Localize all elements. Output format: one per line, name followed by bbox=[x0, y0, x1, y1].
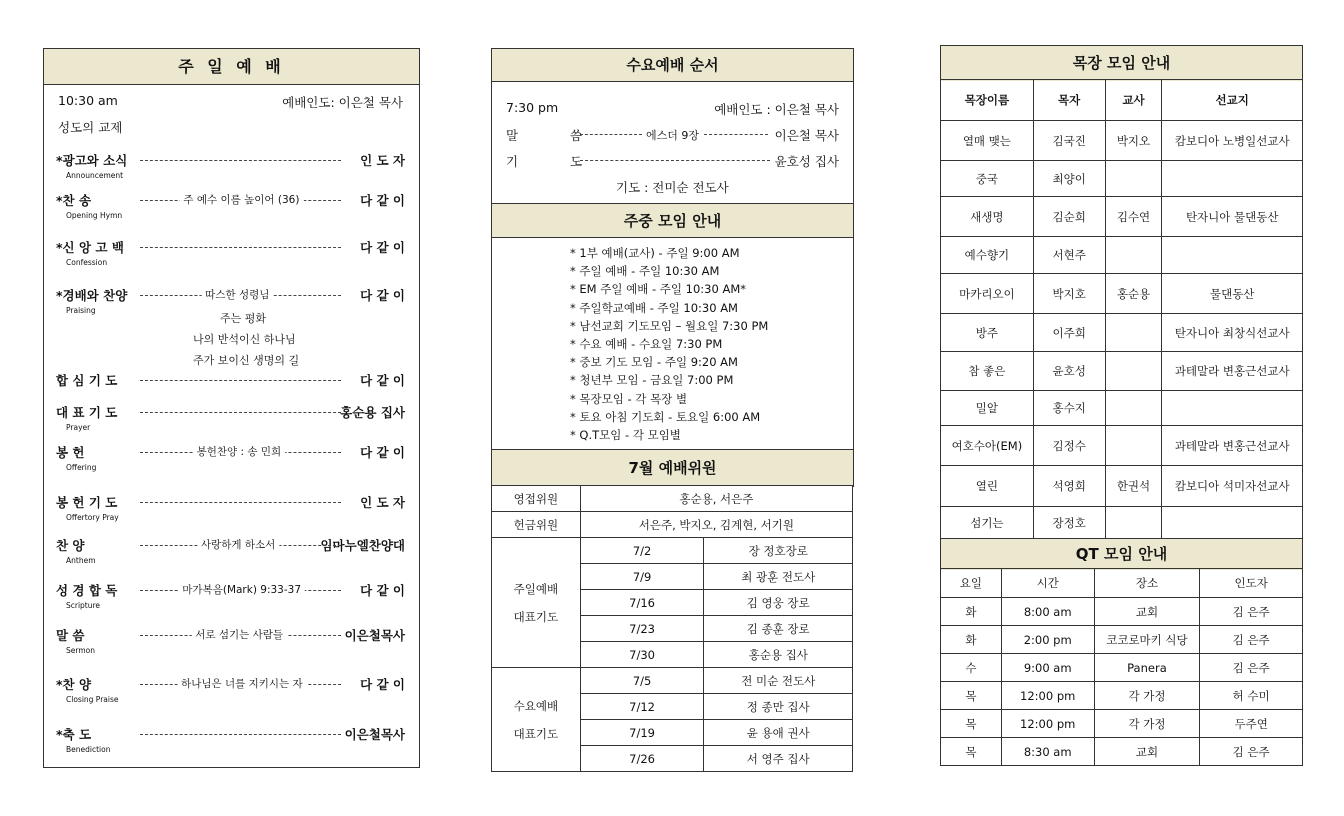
order-item-detail: 마가복음(Mark) 9:33-37 bbox=[178, 582, 305, 597]
bullet-icon: * bbox=[570, 336, 580, 351]
table-row bbox=[492, 538, 853, 564]
table-row bbox=[941, 426, 1303, 466]
table-cell bbox=[1105, 314, 1162, 352]
dotted-leader bbox=[140, 380, 341, 381]
mokjang-header bbox=[940, 45, 1303, 81]
order-item-leader: 다 같 이 bbox=[360, 288, 405, 303]
order-item-subtitle: Confession bbox=[66, 258, 108, 267]
order-item-detail: 사랑하게 하소서 bbox=[197, 537, 279, 552]
table-cell bbox=[1162, 391, 1303, 426]
dotted-leader bbox=[580, 134, 642, 135]
wednesday-time: 7:30 pm bbox=[506, 100, 559, 115]
table-row bbox=[941, 274, 1303, 314]
weekly-meeting-item bbox=[570, 280, 768, 298]
group-label bbox=[492, 668, 581, 772]
weekly-meeting-item bbox=[570, 408, 768, 426]
table-cell bbox=[1105, 237, 1162, 274]
table-cell bbox=[1105, 352, 1162, 391]
schedule-person: 정 종만 집사 bbox=[704, 694, 853, 720]
group-label-line: 주일예배 bbox=[513, 581, 559, 596]
table-cell: 여호수아(EM) bbox=[941, 426, 1034, 466]
table-cell: 김 은주 bbox=[1200, 598, 1303, 626]
weekly-meeting-item bbox=[570, 317, 768, 335]
order-item-detail: 하나님은 너를 지키시는 자 bbox=[177, 676, 307, 691]
table-cell bbox=[1105, 507, 1162, 539]
table-cell: 한권석 bbox=[1105, 466, 1162, 507]
column-header: 시간 bbox=[1001, 569, 1094, 598]
order-item-subtitle: Praising bbox=[66, 306, 96, 315]
column-header: 목자 bbox=[1033, 80, 1105, 121]
column-header: 교사 bbox=[1105, 80, 1162, 121]
table-row bbox=[941, 161, 1303, 197]
schedule-date: 7/16 bbox=[580, 590, 704, 616]
table-cell: 밀알 bbox=[941, 391, 1034, 426]
table-cell: 8:30 am bbox=[1001, 738, 1094, 766]
table-cell: 섬기는 bbox=[941, 507, 1034, 539]
table-cell: 8:00 am bbox=[1001, 598, 1094, 626]
weekly-meeting-text: Q.T모임 - 각 모임별 bbox=[579, 427, 681, 442]
wednesday-leader: 예배인도 : 이은철 목사 bbox=[714, 102, 839, 117]
dotted-leader bbox=[140, 412, 341, 413]
weekly-meeting-item bbox=[570, 390, 768, 408]
weekly-title: 주중 모임 안내 bbox=[492, 204, 853, 238]
column-header: 선교지 bbox=[1162, 80, 1303, 121]
schedule-date: 7/12 bbox=[580, 694, 704, 720]
order-item-leader: 인 도 자 bbox=[360, 495, 405, 510]
praise-song-3: 주가 보이신 생명의 길 bbox=[193, 354, 300, 367]
group-label-line: 수요예배 bbox=[513, 698, 559, 713]
group-label-line: 대표기도 bbox=[513, 609, 559, 624]
table-cell: 새생명 bbox=[941, 197, 1034, 237]
table-cell: 화 bbox=[941, 626, 1002, 654]
table-cell: 서현주 bbox=[1033, 237, 1105, 274]
table-cell: 캄보디아 석미자선교사 bbox=[1162, 466, 1303, 507]
order-item-subtitle: Scripture bbox=[66, 601, 101, 610]
weekly-meeting-item bbox=[570, 353, 768, 371]
schedule-date: 7/19 bbox=[580, 720, 704, 746]
sunday-service-panel bbox=[43, 48, 420, 768]
weekly-meeting-text: 목장모임 - 각 목장 별 bbox=[579, 391, 688, 406]
weekly-meeting-text: EM 주일 예배 - 주일 10:30 AM* bbox=[579, 282, 747, 297]
order-item-detail: 주 예수 이름 높이어 (36) bbox=[179, 192, 303, 207]
schedule-person: 윤 용애 권사 bbox=[704, 720, 853, 746]
order-item-name: *경배와 찬양 bbox=[56, 288, 128, 303]
schedule-date: 7/9 bbox=[580, 564, 704, 590]
bullet-icon: * bbox=[570, 318, 580, 333]
wed-sermon-label: 말 씀 bbox=[506, 128, 607, 143]
order-item-subtitle: Offering bbox=[66, 463, 97, 472]
table-row bbox=[941, 466, 1303, 507]
table-row bbox=[941, 626, 1303, 654]
table-cell bbox=[1105, 161, 1162, 197]
table-cell: 각 가정 bbox=[1094, 710, 1200, 738]
table-cell: 목 bbox=[941, 682, 1002, 710]
table-cell: 과테말라 변홍근선교사 bbox=[1162, 352, 1303, 391]
table-cell: 김수연 bbox=[1105, 197, 1162, 237]
order-item-name: 대 표 기 도 bbox=[56, 405, 118, 420]
order-item-detail: 따스한 성령님 bbox=[201, 287, 273, 302]
table-cell: 김 은주 bbox=[1200, 626, 1303, 654]
bullet-icon: * bbox=[570, 355, 580, 370]
praise-song-2: 나의 반석이신 하나님 bbox=[193, 333, 296, 346]
fellowship-label: 성도의 교제 bbox=[58, 120, 123, 135]
table-cell: 허 수미 bbox=[1200, 682, 1303, 710]
bullet-icon: * bbox=[570, 409, 580, 424]
weekly-meeting-text: 남선교회 기도모임 – 월요일 7:30 PM bbox=[579, 318, 769, 333]
order-item-subtitle: Sermon bbox=[66, 646, 95, 655]
table-cell: 최양이 bbox=[1033, 161, 1105, 197]
order-item-name: 성 경 합 독 bbox=[56, 583, 118, 598]
table-cell: 열매 맺는 bbox=[941, 121, 1034, 161]
table-cell bbox=[1105, 426, 1162, 466]
order-item-name: *찬 송 bbox=[56, 193, 92, 208]
order-item-name: *찬 양 bbox=[56, 677, 92, 692]
order-item-name: *신 앙 고 백 bbox=[56, 240, 124, 255]
table-cell: 김정수 bbox=[1033, 426, 1105, 466]
table-cell: 과테말라 변홍근선교사 bbox=[1162, 426, 1303, 466]
table-cell bbox=[1162, 507, 1303, 539]
order-item-leader: 인 도 자 bbox=[360, 153, 405, 168]
schedule-person: 최 광훈 전도사 bbox=[704, 564, 853, 590]
table-cell: 박지오 bbox=[1105, 121, 1162, 161]
weekly-meeting-item bbox=[570, 299, 768, 317]
order-item-leader: 다 같 이 bbox=[360, 677, 405, 692]
order-item-subtitle: Closing Praise bbox=[66, 695, 119, 704]
table-row bbox=[941, 314, 1303, 352]
order-item-subtitle: Prayer bbox=[66, 423, 91, 432]
wednesday-service-panel bbox=[491, 48, 854, 204]
weekly-meetings-panel bbox=[491, 203, 854, 450]
schedule-date: 7/30 bbox=[580, 642, 704, 668]
order-item-name: 합 심 기 도 bbox=[56, 373, 118, 388]
dotted-leader bbox=[580, 160, 770, 161]
table-cell bbox=[1105, 391, 1162, 426]
table-row bbox=[492, 668, 853, 694]
july-committee-table bbox=[491, 485, 853, 772]
order-item-subtitle: Benediction bbox=[66, 745, 111, 754]
table-cell: 12:00 pm bbox=[1001, 682, 1094, 710]
table-header-row bbox=[941, 80, 1303, 121]
table-row bbox=[941, 682, 1303, 710]
table-cell bbox=[1162, 161, 1303, 197]
weekly-meeting-text: 1부 예배(교사) - 주일 9:00 AM bbox=[579, 246, 740, 260]
qt-header bbox=[940, 538, 1303, 570]
table-row bbox=[941, 738, 1303, 766]
weekly-meeting-text: 수요 예배 - 수요일 7:30 PM bbox=[579, 336, 723, 351]
table-row bbox=[941, 507, 1303, 539]
table-cell bbox=[1162, 237, 1303, 274]
wed-sermon-text: 에스더 9장 bbox=[646, 129, 699, 142]
table-row bbox=[941, 598, 1303, 626]
group-label bbox=[492, 538, 581, 668]
table-cell: 박지호 bbox=[1033, 274, 1105, 314]
qt-title: QT 모임 안내 bbox=[941, 539, 1302, 570]
order-item-detail: 서로 섬기는 사람들 bbox=[191, 627, 287, 642]
schedule-person: 서 영주 집사 bbox=[704, 746, 853, 772]
offering-label: 헌금위원 bbox=[492, 512, 581, 538]
order-item-name: 봉 헌 기 도 bbox=[56, 495, 118, 510]
column-header: 인도자 bbox=[1200, 569, 1303, 598]
order-item-leader: 이은철목사 bbox=[344, 727, 405, 742]
july-committee-header bbox=[491, 449, 854, 487]
group-label-line: 대표기도 bbox=[513, 726, 559, 741]
column-header: 목장이름 bbox=[941, 80, 1034, 121]
bullet-icon: * bbox=[570, 246, 580, 260]
column-header: 요일 bbox=[941, 569, 1002, 598]
table-cell: 2:00 pm bbox=[1001, 626, 1094, 654]
praise-song-1: 주는 평화 bbox=[220, 312, 267, 325]
table-cell: 물댄동산 bbox=[1162, 274, 1303, 314]
order-item-leader: 다 같 이 bbox=[360, 240, 405, 255]
weekly-meeting-text: 중보 기도 모임 - 주일 9:20 AM bbox=[579, 355, 738, 370]
order-item-detail: 봉헌찬양 : 송 민희 bbox=[193, 444, 286, 459]
mokjang-table bbox=[940, 79, 1303, 539]
table-cell: 열린 bbox=[941, 466, 1034, 507]
weekly-meeting-text: 토요 아침 기도회 - 토요일 6:00 AM bbox=[579, 409, 761, 424]
sunday-title: 주 일 예 배 bbox=[44, 49, 419, 85]
order-item-leader: 다 같 이 bbox=[360, 373, 405, 388]
table-cell: 화 bbox=[941, 598, 1002, 626]
table-cell: 장정호 bbox=[1033, 507, 1105, 539]
table-cell: 예수향기 bbox=[941, 237, 1034, 274]
order-item-name: *광고와 소식 bbox=[56, 153, 128, 168]
table-cell: 홍순용 bbox=[1105, 274, 1162, 314]
schedule-person: 김 종훈 장로 bbox=[704, 616, 853, 642]
order-item-name: 찬 양 bbox=[56, 538, 85, 553]
schedule-date: 7/5 bbox=[580, 668, 704, 694]
schedule-date: 7/2 bbox=[580, 538, 704, 564]
dotted-leader bbox=[140, 160, 341, 161]
table-cell: 12:00 pm bbox=[1001, 710, 1094, 738]
weekly-meeting-item bbox=[570, 335, 768, 353]
order-item-subtitle: Announcement bbox=[66, 171, 124, 180]
qt-table bbox=[940, 568, 1303, 766]
table-row bbox=[941, 121, 1303, 161]
table-cell: 중국 bbox=[941, 161, 1034, 197]
schedule-date: 7/26 bbox=[580, 746, 704, 772]
weekly-meetings-list bbox=[570, 244, 768, 444]
july-title: 7월 예배위원 bbox=[492, 450, 853, 486]
wed-sermon-by: 이은철 목사 bbox=[774, 128, 839, 143]
dotted-leader bbox=[704, 134, 768, 135]
table-cell: 탄자니아 물댄동산 bbox=[1162, 197, 1303, 237]
greeters-value: 홍순용, 서은주 bbox=[580, 486, 852, 512]
order-item-name: 말 씀 bbox=[56, 628, 85, 643]
table-cell: 수 bbox=[941, 654, 1002, 682]
table-cell: 목 bbox=[941, 710, 1002, 738]
table-row bbox=[941, 391, 1303, 426]
sunday-leader: 예배인도: 이은철 목사 bbox=[282, 95, 403, 110]
order-item-leader: 다 같 이 bbox=[360, 445, 405, 460]
bullet-icon: * bbox=[570, 427, 580, 442]
table-cell: 9:00 am bbox=[1001, 654, 1094, 682]
wednesday-title: 수요예배 순서 bbox=[492, 49, 853, 82]
table-cell: 두주연 bbox=[1200, 710, 1303, 738]
wed-prayer-label: 기 도 bbox=[506, 154, 607, 169]
dotted-leader bbox=[140, 247, 341, 248]
table-cell: 김 은주 bbox=[1200, 738, 1303, 766]
table-cell: 참 좋은 bbox=[941, 352, 1034, 391]
table-row bbox=[941, 710, 1303, 738]
table-cell: 탄자니아 최창식선교사 bbox=[1162, 314, 1303, 352]
offering-value: 서은주, 박지오, 김계현, 서기원 bbox=[580, 512, 852, 538]
table-cell: 코코로마키 식당 bbox=[1094, 626, 1200, 654]
dotted-leader bbox=[140, 502, 341, 503]
weekly-meeting-item bbox=[570, 371, 768, 389]
table-cell: 김국진 bbox=[1033, 121, 1105, 161]
bullet-icon: * bbox=[570, 282, 580, 297]
table-cell: 마카리오이 bbox=[941, 274, 1034, 314]
order-item-name: *축 도 bbox=[56, 727, 92, 742]
table-cell: 목 bbox=[941, 738, 1002, 766]
order-item-leader: 홍순용 집사 bbox=[340, 405, 405, 420]
order-item-leader: 다 같 이 bbox=[360, 193, 405, 208]
schedule-person: 장 정호장로 bbox=[704, 538, 853, 564]
order-item-leader: 이은철목사 bbox=[344, 628, 405, 643]
table-row bbox=[941, 197, 1303, 237]
sunday-time: 10:30 am bbox=[58, 93, 118, 108]
weekly-meeting-item bbox=[570, 426, 768, 444]
order-item-leader: 임마누엘찬양대 bbox=[320, 538, 405, 553]
schedule-person: 전 미순 전도사 bbox=[704, 668, 853, 694]
order-item-subtitle: Anthem bbox=[66, 556, 96, 565]
weekly-meeting-item bbox=[570, 244, 768, 262]
weekly-meeting-text: 청년부 모임 - 금요일 7:00 PM bbox=[579, 373, 734, 388]
column-header: 장소 bbox=[1094, 569, 1200, 598]
wed-prayer-by: 윤호성 집사 bbox=[774, 154, 839, 169]
schedule-person: 홍순용 집사 bbox=[704, 642, 853, 668]
weekly-meeting-text: 주일 예배 - 주일 10:30 AM bbox=[579, 264, 720, 279]
mokjang-title: 목장 모임 안내 bbox=[941, 46, 1302, 81]
table-cell: 교회 bbox=[1094, 598, 1200, 626]
table-cell: 홍수지 bbox=[1033, 391, 1105, 426]
table-cell: 김순희 bbox=[1033, 197, 1105, 237]
schedule-date: 7/23 bbox=[580, 616, 704, 642]
table-cell: 캄보디아 노병일선교사 bbox=[1162, 121, 1303, 161]
table-row bbox=[941, 352, 1303, 391]
table-cell: 석영희 bbox=[1033, 466, 1105, 507]
table-row bbox=[941, 237, 1303, 274]
weekly-meeting-item bbox=[570, 262, 768, 280]
dotted-leader bbox=[140, 734, 341, 735]
greeters-label: 영접위원 bbox=[492, 486, 581, 512]
order-item-subtitle: Offertory Pray bbox=[66, 513, 119, 522]
table-header-row bbox=[941, 569, 1303, 598]
table-cell: 각 가정 bbox=[1094, 682, 1200, 710]
order-item-subtitle: Opening Hymn bbox=[66, 211, 123, 220]
weekly-meeting-text: 주일학교예배 - 주일 10:30 AM bbox=[579, 300, 738, 315]
bullet-icon: * bbox=[570, 373, 580, 388]
table-cell: 이주희 bbox=[1033, 314, 1105, 352]
wed-prayer-note: 기도 : 전미순 전도사 bbox=[616, 180, 729, 195]
bullet-icon: * bbox=[570, 264, 580, 279]
bullet-icon: * bbox=[570, 391, 580, 406]
order-item-name: 봉 헌 bbox=[56, 445, 85, 460]
bullet-icon: * bbox=[570, 300, 580, 315]
table-cell: 방주 bbox=[941, 314, 1034, 352]
table-cell: 김 은주 bbox=[1200, 654, 1303, 682]
table-cell: Panera bbox=[1094, 654, 1200, 682]
order-item-leader: 다 같 이 bbox=[360, 583, 405, 598]
table-row bbox=[941, 654, 1303, 682]
schedule-person: 김 영웅 장로 bbox=[704, 590, 853, 616]
table-cell: 윤호성 bbox=[1033, 352, 1105, 391]
table-cell: 교회 bbox=[1094, 738, 1200, 766]
